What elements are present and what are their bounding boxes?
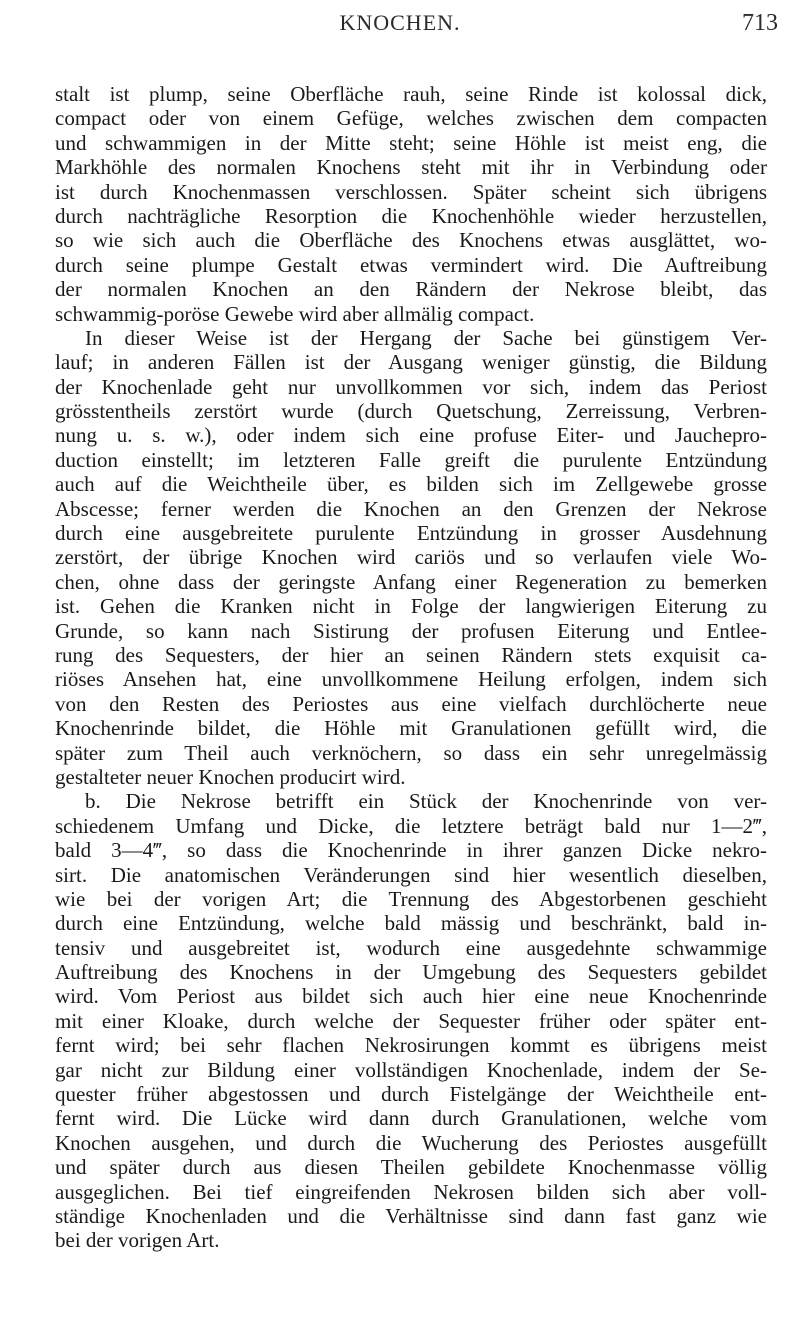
text-line: durch seine plumpe Gestalt etwas vermindert wird. Die Auftreibung: [55, 252, 767, 277]
text-line: chen, ohne dass der geringste Anfang einer Regeneration zu bemerken: [55, 569, 767, 594]
text-line: compact oder von einem Gefüge, welches zwischen dem compacten: [55, 106, 767, 131]
text-line: Grunde, so kann nach Sistirung der profusen Eiterung und Entlee-: [55, 618, 767, 643]
text-line: der Knochenlade geht nur unvollkommen vor sich, indem das Periost: [55, 374, 767, 399]
text-line: b. Die Nekrose betrifft ein Stück der Knochenrinde von ver-: [85, 789, 767, 814]
text-line: bald 3—4‴, so dass die Knochenrinde in ihrer ganzen Dicke nekro-: [55, 838, 767, 863]
text-line: und später durch aus diesen Theilen gebildete Knochenmasse völlig: [55, 1155, 767, 1180]
text-line: wie bei der vorigen Art; die Trennung des Abgestorbenen geschieht: [55, 886, 767, 911]
text-line: schiedenem Umfang und Dicke, die letztere beträgt bald nur 1—2‴,: [55, 813, 767, 838]
text-line: quester früher abgestossen und durch Fistelgänge der Weichtheile ent-: [55, 1082, 767, 1107]
text-line: stalt ist plump, seine Oberfläche rauh, seine Rinde ist kolossal dick,: [55, 82, 767, 106]
running-title: KNOCHEN.: [339, 10, 461, 35]
text-line: zerstört, der übrige Knochen wird cariös und so verlaufen viele Wo-: [55, 545, 767, 570]
text-line: mit einer Kloake, durch welche der Sequester früher oder später ent-: [55, 1008, 767, 1033]
text-line: duction einstellt; im letzteren Falle greift die purulente Entzündung: [55, 447, 767, 472]
text-line: fernt wird; bei sehr flachen Nekrosirungen kommt es übrigens meist: [55, 1033, 767, 1058]
text-line: Auftreibung des Knochens in der Umgebung des Sequesters gebildet: [55, 960, 767, 985]
text-line: von den Resten des Periostes aus eine vielfach durchlöcherte neue: [55, 691, 767, 716]
text-line: fernt wird. Die Lücke wird dann durch Granulationen, welche vom: [55, 1106, 767, 1131]
text-line: Abscesse; ferner werden die Knochen an den Grenzen der Nekrose: [55, 496, 767, 521]
text-line: und schwammigen in der Mitte steht; seine Höhle ist meist eng, die: [55, 130, 767, 155]
text-line: Knochen ausgehen, und durch die Wucherung des Periostes ausgefüllt: [55, 1130, 767, 1155]
text-line: auch auf die Weichtheile über, es bilden sich im Zellgewebe grosse: [55, 472, 767, 497]
text-line: ist durch Knochenmassen verschlossen. Später scheint sich übrigens: [55, 179, 767, 204]
text-line: der normalen Knochen an den Rändern der Nekrose bleibt, das: [55, 277, 767, 302]
text-line: Markhöhle des normalen Knochens steht mit ihr in Verbindung oder: [55, 155, 767, 180]
text-line: gar nicht zur Bildung einer vollständigen Knochenlade, indem der Se-: [55, 1057, 767, 1082]
page-number: 713: [742, 10, 778, 36]
text-line: schwammig-poröse Gewebe wird aber allmälig compact.: [55, 301, 535, 326]
text-line: wird. Vom Periost aus bildet sich auch hier eine neue Knochenrinde: [55, 984, 767, 1009]
text-line: durch eine ausgebreitete purulente Entzündung in grosser Ausdehnung: [55, 521, 767, 546]
text-line: Knochenrinde bildet, die Höhle mit Granulationen gefüllt wird, die: [55, 716, 767, 741]
text-line: lauf; in anderen Fällen ist der Ausgang weniger günstig, die Bildung: [55, 350, 767, 375]
text-line: bei der vorigen Art.: [55, 1228, 220, 1253]
text-line: später zum Theil auch verknöchern, so dass ein sehr unregelmässig: [55, 740, 767, 765]
text-line: durch nachträgliche Resorption die Knochenhöhle wieder herzustellen,: [55, 203, 767, 228]
running-header: [0, 10, 800, 50]
text-line: riöses Ansehen hat, eine unvollkommene Heilung erfolgen, indem sich: [55, 667, 767, 692]
text-line: ist. Gehen die Kranken nicht in Folge der langwierigen Eiterung zu: [55, 594, 767, 619]
text-line: ständige Knochenladen und die Verhältnisse sind dann fast ganz wie: [55, 1203, 767, 1228]
text-line: so wie sich auch die Oberfläche des Knochens etwas ausglättet, wo-: [55, 228, 767, 253]
text-line: durch eine Entzündung, welche bald mässig und beschränkt, bald in-: [55, 911, 767, 936]
text-line: In dieser Weise ist der Hergang der Sache bei günstigem Ver-: [85, 325, 767, 350]
text-line: gestalteter neuer Knochen producirt wird.: [55, 764, 406, 789]
text-line: sirt. Die anatomischen Veränderungen sind hier wesentlich dieselben,: [55, 862, 767, 887]
text-line: grösstentheils zerstört wurde (durch Quetschung, Zerreissung, Verbren-: [55, 399, 767, 424]
text-line: ausgeglichen. Bei tief eingreifenden Nekrosen bilden sich aber voll-: [55, 1179, 767, 1204]
text-line: rung des Sequesters, der hier an seinen Rändern stets exquisit ca-: [55, 642, 767, 667]
text-line: nung u. s. w.), oder indem sich eine profuse Eiter- und Jauchepro-: [55, 423, 767, 448]
body-text: [55, 82, 767, 1253]
text-line: tensiv und ausgebreitet ist, wodurch eine ausgedehnte schwammige: [55, 935, 767, 960]
